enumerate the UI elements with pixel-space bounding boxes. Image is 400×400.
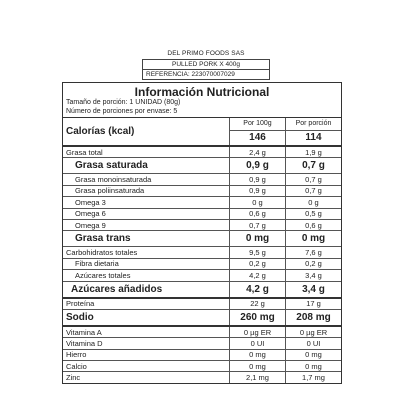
nutrient-name: Sodio bbox=[66, 311, 94, 323]
nutrient-perserving-value: 0,6 g bbox=[285, 220, 341, 230]
nutrient-perserving-value: 0 µg ER bbox=[285, 327, 341, 337]
column-header-per100: Por 100g bbox=[230, 118, 285, 131]
nutrient-perserving-value: 0 mg bbox=[285, 350, 341, 360]
serving-size: Tamaño de porción: 1 UNIDAD (80g) bbox=[66, 99, 181, 106]
nutrient-perserving-value: 208 mg bbox=[285, 310, 341, 325]
nutrient-name: Grasa monoinsaturada bbox=[75, 175, 152, 185]
label-title-block bbox=[63, 83, 341, 118]
nutrient-per100-value: 22 g bbox=[229, 299, 285, 309]
nutrient-row bbox=[63, 158, 341, 174]
nutrient-perserving-value: 0,7 g bbox=[285, 174, 341, 184]
calories-row bbox=[63, 118, 341, 147]
nutrient-name: Fibra dietaria bbox=[75, 259, 119, 269]
nutrient-row bbox=[63, 186, 341, 197]
nutrient-name: Hierro bbox=[66, 350, 87, 360]
nutrient-name: Grasa trans bbox=[75, 233, 131, 245]
nutrient-per100-value: 4,2 g bbox=[229, 282, 285, 297]
nutrient-row bbox=[63, 270, 341, 281]
nutrient-perserving-value: 1,9 g bbox=[285, 147, 341, 157]
nutrient-per100-value: 0 µg ER bbox=[229, 327, 285, 337]
calories-perserving-value: 114 bbox=[305, 132, 322, 143]
nutrient-per100-value: 0 mg bbox=[229, 231, 285, 246]
nutrient-row bbox=[63, 174, 341, 185]
nutrient-perserving-value: 0,2 g bbox=[285, 259, 341, 269]
nutrient-name: Azúcares totales bbox=[75, 270, 131, 280]
nutrient-name: Proteína bbox=[66, 299, 95, 309]
nutrient-row bbox=[63, 299, 341, 310]
column-header-perserving: Por porción bbox=[286, 118, 341, 131]
calories-label: Calorías (kcal) bbox=[66, 126, 135, 137]
nutrient-perserving-value: 17 g bbox=[285, 299, 341, 309]
product-header bbox=[142, 50, 270, 80]
nutrient-name: Vitamina A bbox=[66, 327, 102, 337]
nutrient-perserving-value: 0 g bbox=[285, 197, 341, 207]
nutrient-perserving-value: 3,4 g bbox=[285, 270, 341, 280]
nutrient-row bbox=[63, 259, 341, 270]
nutrient-row bbox=[63, 197, 341, 208]
nutrient-per100-value: 0,6 g bbox=[229, 209, 285, 219]
nutrient-per100-value: 0,9 g bbox=[229, 158, 285, 173]
nutrient-name: Grasa saturada bbox=[75, 160, 148, 172]
nutrient-row bbox=[63, 209, 341, 220]
nutrient-row bbox=[63, 220, 341, 231]
calories-per100-value: 146 bbox=[249, 132, 266, 143]
calories-per100-col bbox=[229, 118, 285, 145]
servings-per-container: Número de porciones por envase: 5 bbox=[66, 107, 178, 115]
label-title: Información Nutricional bbox=[134, 85, 270, 99]
nutrient-per100-value: 0,2 g bbox=[229, 259, 285, 269]
nutrient-name: Grasa total bbox=[66, 147, 103, 157]
nutrient-per100-value: 0,7 g bbox=[229, 220, 285, 230]
company-name: DEL PRIMO FOODS SAS bbox=[167, 50, 245, 57]
nutrient-per100-value: 2,1 mg bbox=[229, 372, 285, 382]
nutrient-per100-value: 4,2 g bbox=[229, 270, 285, 280]
nutrient-perserving-value: 0,7 g bbox=[285, 186, 341, 196]
nutrient-perserving-value: 0,7 g bbox=[285, 158, 341, 173]
nutrient-name: Azúcares añadidos bbox=[71, 283, 163, 295]
nutrient-perserving-value: 0 mg bbox=[285, 231, 341, 246]
nutrient-perserving-value: 0 mg bbox=[285, 361, 341, 371]
product-info-box bbox=[142, 59, 270, 80]
nutrient-row bbox=[63, 247, 341, 258]
nutrient-per100-value: 0 UI bbox=[229, 338, 285, 348]
nutrient-row bbox=[63, 338, 341, 349]
nutrient-name: Vitamina D bbox=[66, 338, 103, 348]
nutrient-row bbox=[63, 147, 341, 158]
nutrient-name: Grasa poliinsaturada bbox=[75, 186, 145, 196]
nutrient-name: Omega 9 bbox=[75, 220, 106, 230]
nutrient-row bbox=[63, 361, 341, 372]
nutrient-row bbox=[63, 350, 341, 361]
calories-perserving-col bbox=[285, 118, 341, 145]
nutrient-row bbox=[63, 282, 341, 299]
product-name: PULLED PORK X 400g bbox=[143, 60, 269, 70]
nutrient-perserving-value: 0 UI bbox=[285, 338, 341, 348]
nutrient-per100-value: 0 mg bbox=[229, 350, 285, 360]
nutrient-rows bbox=[63, 147, 341, 383]
nutrition-facts-label bbox=[62, 82, 342, 384]
nutrient-name: Omega 3 bbox=[75, 197, 106, 207]
nutrient-name: Carbohidratos totales bbox=[66, 248, 138, 258]
nutrient-perserving-value: 3,4 g bbox=[285, 282, 341, 297]
nutrient-per100-value: 0 mg bbox=[229, 361, 285, 371]
nutrient-perserving-value: 0,5 g bbox=[285, 209, 341, 219]
nutrient-perserving-value: 7,6 g bbox=[285, 247, 341, 257]
nutrient-name: Calcio bbox=[66, 361, 87, 371]
nutrient-per100-value: 260 mg bbox=[229, 310, 285, 325]
nutrient-row bbox=[63, 231, 341, 247]
nutrient-name: Zinc bbox=[66, 373, 81, 383]
product-reference: REFERENCIA: 223070007029 bbox=[146, 71, 235, 78]
nutrient-per100-value: 2,4 g bbox=[229, 147, 285, 157]
nutrient-name: Omega 6 bbox=[75, 209, 106, 219]
nutrient-row bbox=[63, 372, 341, 382]
nutrient-per100-value: 9,5 g bbox=[229, 247, 285, 257]
nutrient-per100-value: 0,9 g bbox=[229, 186, 285, 196]
nutrient-perserving-value: 1,7 mg bbox=[285, 372, 341, 382]
nutrient-row bbox=[63, 310, 341, 327]
nutrient-per100-value: 0,9 g bbox=[229, 174, 285, 184]
nutrient-per100-value: 0 g bbox=[229, 197, 285, 207]
nutrient-row bbox=[63, 327, 341, 338]
